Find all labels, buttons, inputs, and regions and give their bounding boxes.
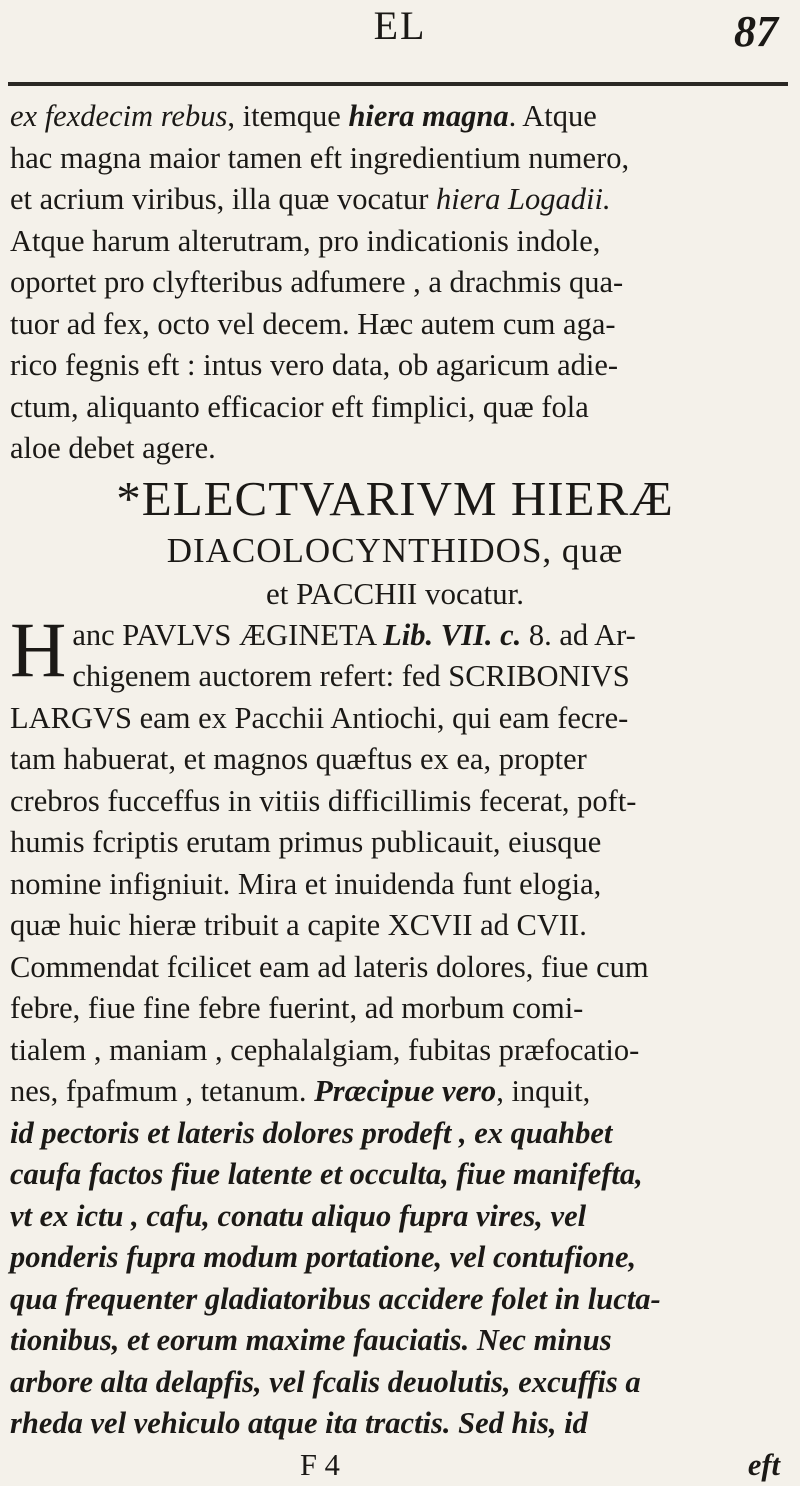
section-heading: *ELECTVARIVM HIERÆ xyxy=(10,470,780,528)
italic-phrase: Præcipue vero xyxy=(314,1074,496,1108)
text-line: hac magna maior tamen eft ingredientium numero, xyxy=(10,138,780,180)
text-line: Commendat fcilicet eam ad lateris dolores, fiue cum xyxy=(10,947,780,989)
paragraph-2 xyxy=(10,615,780,1445)
italic-phrase: hiera magna xyxy=(348,99,508,133)
paragraph-1 xyxy=(10,96,780,470)
text-line xyxy=(10,179,780,221)
drop-capital: H xyxy=(10,619,66,681)
italic-phrase: ex fexdecim rebus xyxy=(10,99,227,133)
text-line: febre, fiue fine febre fuerint, ad morbum comi- xyxy=(10,988,780,1030)
text-span: . Atque xyxy=(509,99,597,133)
text-line: tionibus, et eorum maxime fauciatis. Nec minus xyxy=(10,1320,780,1362)
page-number: 87 xyxy=(734,6,778,57)
text-line: tam habuerat, et magnos quæftus ex ea, propter xyxy=(10,739,780,781)
text-line: ctum, aliquanto efficacior eft fimplici, quæ fola xyxy=(10,387,780,429)
text-line: chigenem auctorem refert: fed SCRIBONIVS xyxy=(10,656,780,698)
text-line: nomine infigniuit. Mira et inuidenda funt elogia, xyxy=(10,864,780,906)
text-span: , itemque xyxy=(227,99,348,133)
text-line: ponderis fupra modum portatione, vel contufione, xyxy=(10,1237,780,1279)
text-line: caufa factos fiue latente et occulta, fiue manifefta, xyxy=(10,1154,780,1196)
page-footer xyxy=(10,1445,780,1486)
text-line: tialem , maniam , cephalalgiam, fubitas præfocatio- xyxy=(10,1030,780,1072)
text-span: et acrium viribus, illa quæ vocatur xyxy=(10,182,428,216)
body-text xyxy=(10,96,780,1486)
text-line: Atque harum alterutram, pro indicationis indole, xyxy=(10,221,780,263)
text-line: crebros fucceffus in vitiis difficillimis fecerat, poft- xyxy=(10,781,780,823)
text-line: oportet pro clyfteribus adfumere , a drachmis qua- xyxy=(10,262,780,304)
text-line xyxy=(10,615,780,657)
signature-mark: F 4 xyxy=(300,1445,340,1486)
text-line: rico fegnis eft : intus vero data, ob agaricum adie- xyxy=(10,345,780,387)
text-line xyxy=(10,1071,780,1113)
text-span: , inquit, xyxy=(496,1074,590,1108)
italic-phrase: Lib. VII. c. xyxy=(383,618,521,652)
text-line: qua frequenter gladiatoribus accidere folet in lucta- xyxy=(10,1279,780,1321)
text-span: nes, fpafmum , tetanum. xyxy=(10,1074,306,1108)
text-line: tuor ad fex, octo vel decem. Hæc autem cum aga- xyxy=(10,304,780,346)
catchword: eft xyxy=(748,1445,780,1486)
section-subtitle: DIACOLOCYNTHIDOS, quæ xyxy=(10,528,780,573)
text-line: LARGVS eam ex Pacchii Antiochi, qui eam fecre- xyxy=(10,698,780,740)
text-line: aloe debet agere. xyxy=(10,428,780,470)
text-line: quæ huic hieræ tribuit a capite XCVII ad CVII. xyxy=(10,905,780,947)
text-span: anc PAVLVS ÆGINETA xyxy=(72,618,383,652)
page-header xyxy=(0,0,800,96)
text-span: 8. ad Ar- xyxy=(521,618,636,652)
header-rule xyxy=(8,82,788,86)
italic-phrase: hiera Logadii. xyxy=(436,182,611,216)
text-line: arbore alta delapfis, vel fcalis deuolutis, excuffis a xyxy=(10,1362,780,1404)
section-subtitle-2: et PACCHII vocatur. xyxy=(10,573,780,615)
text-line: id pectoris et lateris dolores prodeft , ex quahbet xyxy=(10,1113,780,1155)
text-line: humis fcriptis erutam primus publicauit, eiusque xyxy=(10,822,780,864)
text-line xyxy=(10,96,780,138)
running-head: EL xyxy=(0,2,800,49)
text-line: vt ex ictu , cafu, conatu aliquo fupra vires, vel xyxy=(10,1196,780,1238)
text-line: rheda vel vehiculo atque ita tractis. Sed his, id xyxy=(10,1403,780,1445)
